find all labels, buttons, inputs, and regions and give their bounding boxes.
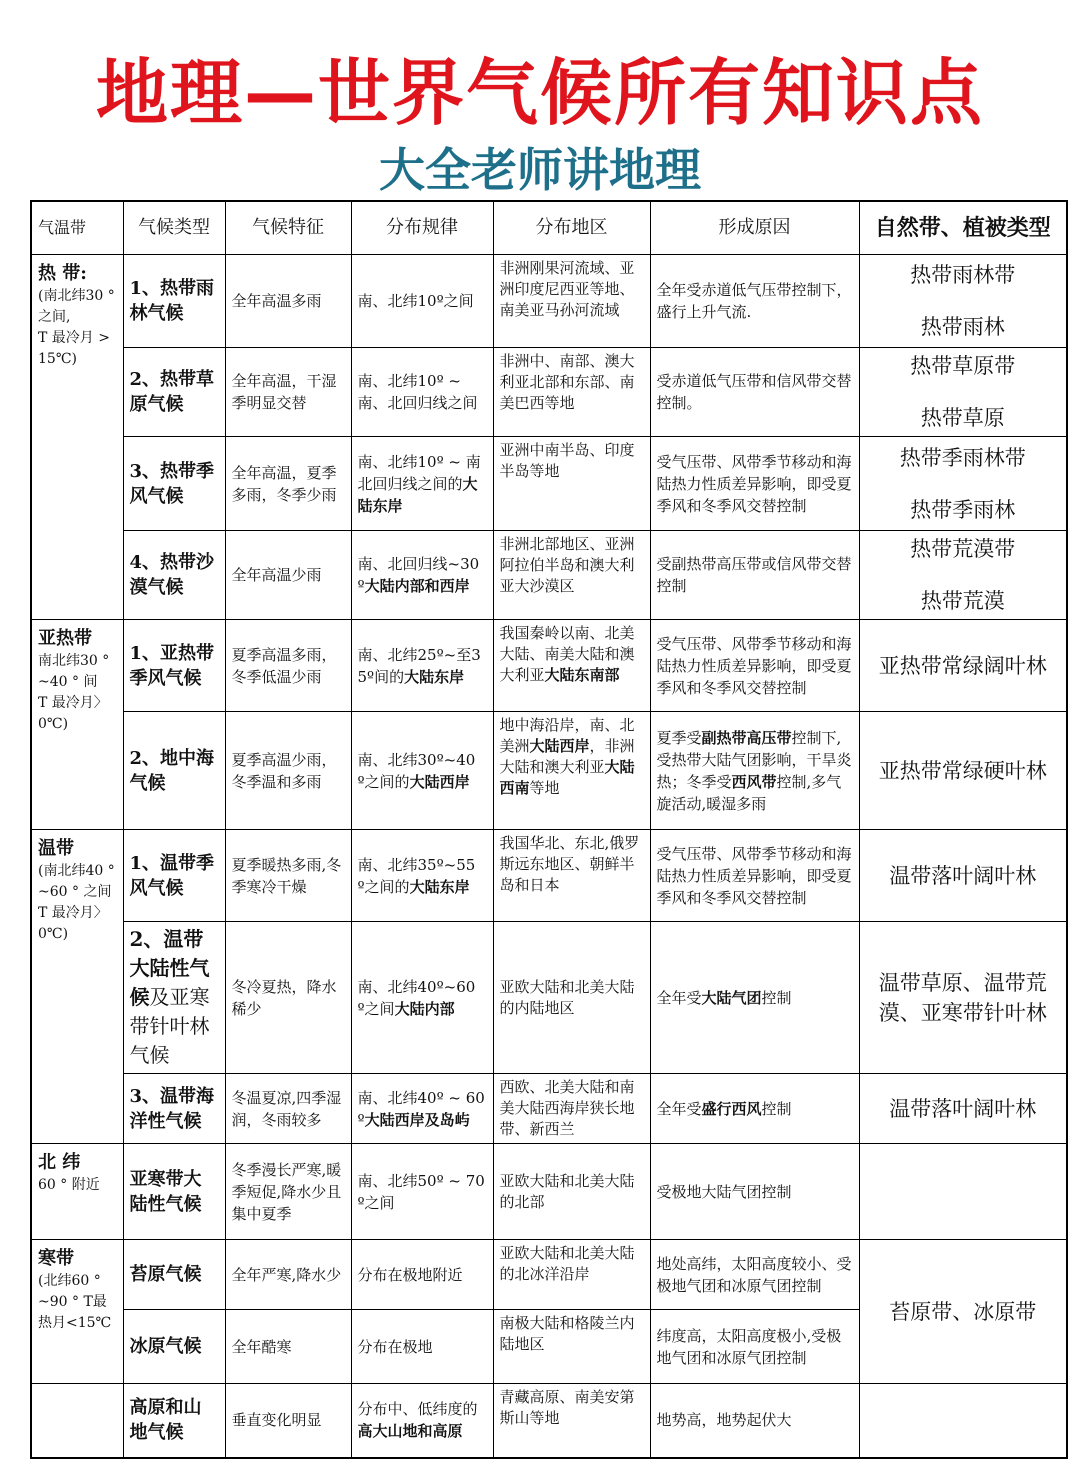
- climate-cause: 受气压带、风带季节移动和海陆热力性质差异影响，即受夏季风和冬季风交替控制: [650, 830, 859, 922]
- climate-type: 2、热带草原气候: [123, 348, 225, 437]
- table-row: [31, 1240, 1067, 1310]
- natural-zone: 苔原带、冰原带: [859, 1240, 1067, 1384]
- natural-zone: 亚热带常绿硬叶林: [859, 712, 1067, 830]
- table-row: [31, 922, 1067, 1074]
- zone-desc: 南北纬30 ° ~40 ° 间: [38, 653, 110, 690]
- climate-feature: 垂直变化明显: [225, 1384, 351, 1458]
- climate-feature: 全年高温，夏季多雨，冬季少雨: [225, 437, 351, 531]
- page-title: 地理—世界气候所有知识点: [95, 51, 984, 135]
- header-type: 气候类型: [123, 201, 225, 255]
- table-row: [31, 712, 1067, 830]
- natural-zone: 热带季雨林带 热带季雨林: [859, 437, 1067, 531]
- table-row: [31, 531, 1067, 620]
- climate-feature: 冬季漫长严寒,暖季短促,降水少且集中夏季: [225, 1144, 351, 1240]
- climate-feature: 夏季高温少雨，冬季温和多雨: [225, 712, 351, 830]
- climate-feature: 全年高温少雨: [225, 531, 351, 620]
- climate-feature: 冬温夏凉,四季湿润，冬雨较多: [225, 1074, 351, 1144]
- climate-feature: 夏季暖热多雨,冬季寒冷干燥: [225, 830, 351, 922]
- climate-region: 我国秦岭以南、北美大陆、南美大陆和澳大利亚大陆东南部: [493, 620, 650, 712]
- header-row: [31, 201, 1067, 255]
- climate-pattern: 南、北纬35º~55 º之间的大陆东岸: [351, 830, 493, 922]
- climate-table: [30, 200, 1068, 1459]
- table-row: [31, 1384, 1067, 1458]
- climate-cause: 夏季受副热带高压带控制下,受热带大陆气团影响，干旱炎热；冬季受西风带控制,多气旋活动,暖湿多雨: [650, 712, 859, 830]
- climate-region: 亚欧大陆和北美大陆的北部: [493, 1144, 650, 1240]
- climate-cause: 全年受盛行西风控制: [650, 1074, 859, 1144]
- zone-temperate: [31, 830, 123, 1144]
- zone-desc: 60 ° 附近: [38, 1177, 100, 1193]
- climate-feature: 全年高温，干湿季明显交替: [225, 348, 351, 437]
- climate-type: 3、热带季风气候: [123, 437, 225, 531]
- climate-region: 地中海沿岸，南、北美洲大陆西岸，非洲大陆和澳大利亚大陆西南等地: [493, 712, 650, 830]
- table-row: [31, 1074, 1067, 1144]
- zone-name: 寒带: [38, 1248, 74, 1269]
- zone-name: 北 纬: [38, 1152, 81, 1173]
- climate-region: 亚欧大陆和北美大陆的内陆地区: [493, 922, 650, 1074]
- zone-subtropical: [31, 620, 123, 830]
- table-row: [31, 1144, 1067, 1240]
- climate-feature: 冬冷夏热，降水稀少: [225, 922, 351, 1074]
- natural-zone: 热带荒漠带 热带荒漠: [859, 531, 1067, 620]
- climate-cause: 全年受大陆气团控制: [650, 922, 859, 1074]
- climate-type: 1、亚热带季风气候: [123, 620, 225, 712]
- climate-type: 1、温带季风气候: [123, 830, 225, 922]
- climate-feature: 夏季高温多雨，冬季低温少雨: [225, 620, 351, 712]
- climate-pattern: 南、北纬30º~40 º之间的大陆西岸: [351, 712, 493, 830]
- climate-type: 冰原气候: [123, 1310, 225, 1384]
- climate-pattern: 南、北回归线~30 º大陆内部和西岸: [351, 531, 493, 620]
- climate-cause: 受副热带高压带或信风带交替控制: [650, 531, 859, 620]
- climate-cause: 受气压带、风带季节移动和海陆热力性质差异影响，即受夏季风和冬季风交替控制: [650, 620, 859, 712]
- climate-feature: 全年严寒,降水少: [225, 1240, 351, 1310]
- table-row: [31, 830, 1067, 922]
- zone-frigid: [31, 1240, 123, 1384]
- climate-type: 高原和山地气候: [123, 1384, 225, 1458]
- climate-region: 非洲刚果河流域、亚洲印度尼西亚等地、南美亚马孙河流域: [493, 255, 650, 348]
- climate-region: 非洲北部地区、亚洲阿拉伯半岛和澳大利亚大沙漠区: [493, 531, 650, 620]
- zone-temp: T 最冷月 >15℃): [38, 330, 110, 367]
- climate-cause: 全年受赤道低气压带控制下，盛行上升气流.: [650, 255, 859, 348]
- climate-pattern: 南、北纬25º~至35º间的大陆东岸: [351, 620, 493, 712]
- climate-cause: 地势高，地势起伏大: [650, 1384, 859, 1458]
- natural-zone: 温带草原、温带荒漠、亚寒带针叶林: [859, 922, 1067, 1074]
- climate-type: 2、地中海气候: [123, 712, 225, 830]
- climate-cause: 受极地大陆气团控制: [650, 1144, 859, 1240]
- climate-type: 1、热带雨林气候: [123, 255, 225, 348]
- natural-zone: 亚热带常绿阔叶林: [859, 620, 1067, 712]
- climate-type: 亚寒带大陆性气候: [123, 1144, 225, 1240]
- natural-zone: 温带落叶阔叶林: [859, 1074, 1067, 1144]
- header-pattern: 分布规律: [351, 201, 493, 255]
- natural-zone: [859, 1144, 1067, 1240]
- climate-region: 我国华北、东北,俄罗斯远东地区、朝鲜半岛和日本: [493, 830, 650, 922]
- climate-pattern: 南、北纬10º ~ 南、北回归线之间: [351, 348, 493, 437]
- table-row: [31, 437, 1067, 531]
- climate-cause: 受气压带、风带季节移动和海陆热力性质差异影响，即受夏季风和冬季风交替控制: [650, 437, 859, 531]
- climate-region: 非洲中、南部、澳大利亚北部和东部、南美巴西等地: [493, 348, 650, 437]
- zone-desc: (南北纬40 ° ~60 ° 之间: [38, 863, 115, 900]
- table-row: [31, 620, 1067, 712]
- climate-pattern: 南、北纬10º ~ 南北回归线之间的大陆东岸: [351, 437, 493, 531]
- natural-zone: [859, 1384, 1067, 1458]
- climate-pattern: 南、北纬40º~60 º之间大陆内部: [351, 922, 493, 1074]
- climate-cause: 纬度高，太阳高度极小,受极地气团和冰原气团控制: [650, 1310, 859, 1384]
- zone-desc: (北纬60 ° ~90 ° T最热月<15℃: [38, 1273, 112, 1331]
- climate-feature: 全年酷寒: [225, 1310, 351, 1384]
- climate-type: 2、温带大陆性气候及亚寒带针叶林气候: [123, 922, 225, 1074]
- zone-temp: T 最冷月〉0℃): [38, 905, 108, 942]
- climate-pattern: 分布在极地附近: [351, 1240, 493, 1310]
- header-region: 分布地区: [493, 201, 650, 255]
- climate-pattern: 分布中、低纬度的高大山地和高原: [351, 1384, 493, 1458]
- zone-name: 热 带:: [38, 263, 87, 284]
- climate-pattern: 分布在极地: [351, 1310, 493, 1384]
- climate-type: 3、温带海洋性气候: [123, 1074, 225, 1144]
- climate-region: 亚洲中南半岛、印度半岛等地: [493, 437, 650, 531]
- natural-zone: 温带落叶阔叶林: [859, 830, 1067, 922]
- header-natural-zone: 自然带、植被类型: [859, 201, 1067, 255]
- table-row: [31, 348, 1067, 437]
- climate-region: 青藏高原、南美安第斯山等地: [493, 1384, 650, 1458]
- climate-region: 西欧、北美大陆和南美大陆西海岸狭长地带、新西兰: [493, 1074, 650, 1144]
- zone-tropical: [31, 255, 123, 620]
- page-subtitle: 大全老师讲地理: [379, 143, 701, 197]
- zone-name: 亚热带: [38, 628, 92, 649]
- climate-region: 南极大陆和格陵兰内陆地区: [493, 1310, 650, 1384]
- zone-temp: T 最冷月〉0℃): [38, 695, 108, 732]
- zone-name: 温带: [38, 838, 74, 859]
- climate-feature: 全年高温多雨: [225, 255, 351, 348]
- header-feature: 气候特征: [225, 201, 351, 255]
- table-row: [31, 255, 1067, 348]
- climate-cause: 受赤道低气压带和信风带交替控制。: [650, 348, 859, 437]
- climate-region: 亚欧大陆和北美大陆的北冰洋沿岸: [493, 1240, 650, 1310]
- climate-pattern: 南、北纬10º之间: [351, 255, 493, 348]
- climate-pattern: 南、北纬40º ~ 60 º大陆西岸及岛屿: [351, 1074, 493, 1144]
- climate-cause: 地处高纬，太阳高度较小、受极地气团和冰原气团控制: [650, 1240, 859, 1310]
- zone-north60: [31, 1144, 123, 1240]
- natural-zone: 热带雨林带 热带雨林: [859, 255, 1067, 348]
- header-zone: 气温带: [31, 201, 123, 255]
- zone-empty: [31, 1384, 123, 1458]
- zone-desc: (南北纬30 ° 之间,: [38, 288, 115, 325]
- climate-type: 苔原气候: [123, 1240, 225, 1310]
- climate-pattern: 南、北纬50º ~ 70 º之间: [351, 1144, 493, 1240]
- climate-type: 4、热带沙漠气候: [123, 531, 225, 620]
- header-cause: 形成原因: [650, 201, 859, 255]
- natural-zone: 热带草原带 热带草原: [859, 348, 1067, 437]
